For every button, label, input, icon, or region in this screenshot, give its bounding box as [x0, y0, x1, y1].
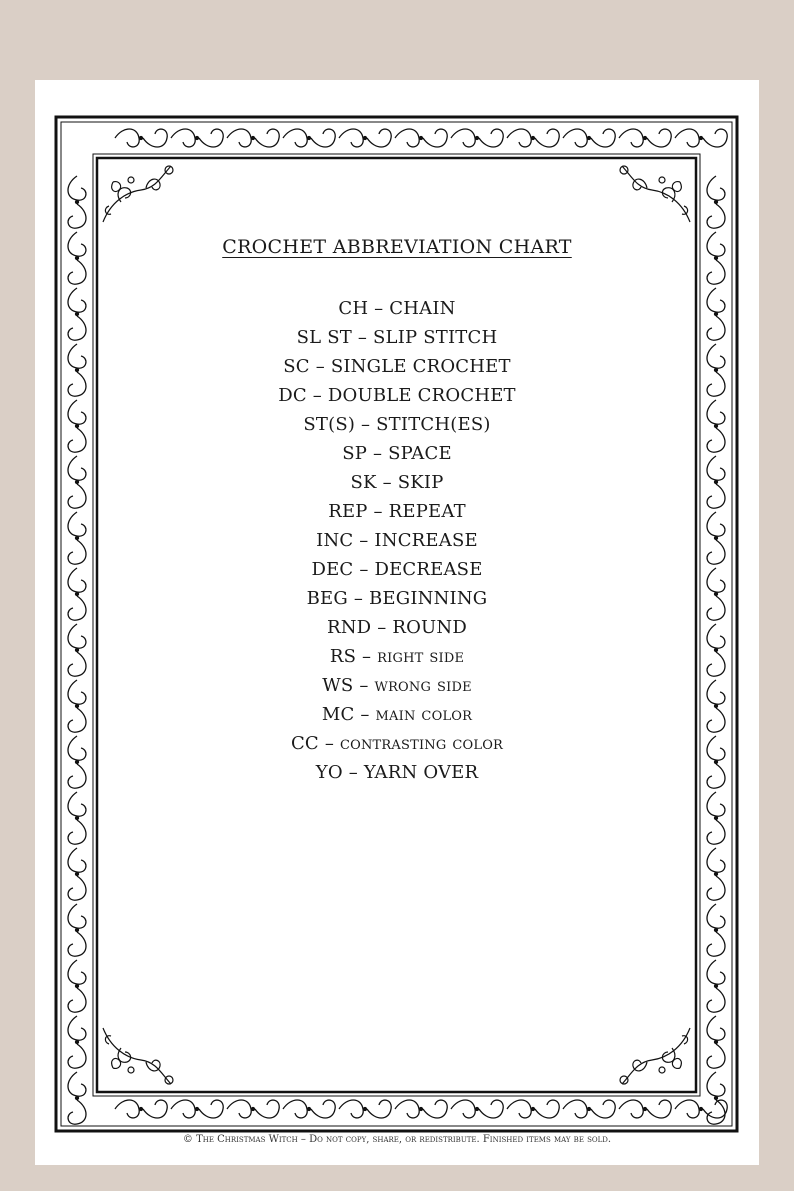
scroll-swirl	[68, 848, 86, 872]
scroll-swirl	[675, 1100, 699, 1118]
floral-corner-icon	[620, 166, 690, 222]
scroll-swirl	[115, 1100, 139, 1118]
scroll-swirl	[115, 129, 139, 147]
abbreviation-item: RND – ROUND	[326, 617, 468, 638]
scroll-swirl	[707, 904, 725, 928]
scroll-dot	[532, 137, 535, 140]
abbreviation-item: SK – SKIP	[350, 472, 444, 493]
scroll-swirl	[68, 932, 86, 956]
scroll-swirl	[339, 1100, 363, 1118]
abbreviation-item: ST(S) – STITCH(ES)	[303, 414, 491, 435]
abbreviation-item: SC – SINGLE CROCHET	[283, 356, 511, 377]
scroll-dot	[76, 201, 79, 204]
scroll-dot	[76, 1041, 79, 1044]
scroll-swirl	[68, 1016, 86, 1040]
scroll-dot	[76, 817, 79, 820]
scroll-dot	[644, 137, 647, 140]
scroll-dot	[700, 1108, 703, 1111]
scroll-swirl	[423, 129, 447, 147]
scroll-swirl	[68, 988, 86, 1012]
scroll-dot	[76, 985, 79, 988]
scroll-swirl	[707, 1044, 725, 1068]
page-title-text: CROCHET ABBREVIATION CHART	[222, 236, 572, 258]
scroll-dot	[252, 1108, 255, 1111]
scroll-swirl	[227, 1100, 251, 1118]
scroll-swirl	[479, 129, 503, 147]
scroll-swirl	[707, 820, 725, 844]
copyright-footer: © The Christmas Witch – Do not copy, share, or redistribute. Finished items may be sold.	[182, 1134, 612, 1145]
scroll-swirl	[68, 792, 86, 816]
scroll-swirl	[647, 129, 671, 147]
scroll-swirl	[68, 1100, 86, 1124]
scroll-swirl	[68, 1044, 86, 1068]
scroll-swirl	[535, 129, 559, 147]
abbreviation-item: CH – CHAIN	[338, 298, 456, 319]
scroll-swirl	[619, 1100, 643, 1118]
scroll-swirl	[707, 988, 725, 1012]
scroll-dot	[196, 1108, 199, 1111]
abbreviation-item: RS – right side	[329, 646, 465, 667]
abbreviation-item: DC – DOUBLE CROCHET	[278, 385, 516, 406]
abbreviation-item: DEC – DECREASE	[311, 559, 483, 580]
scroll-swirl	[283, 129, 307, 147]
scroll-dot	[364, 1108, 367, 1111]
scroll-swirl	[703, 129, 727, 147]
scroll-dot	[715, 985, 718, 988]
scroll-dot	[715, 873, 718, 876]
abbreviation-item: INC – INCREASE	[316, 530, 478, 551]
scroll-swirl	[423, 1100, 447, 1118]
abbreviation-item: BEG – BEGINNING	[306, 588, 488, 609]
scroll-swirl	[311, 1100, 335, 1118]
scroll-dot	[588, 137, 591, 140]
floral-corner-icon	[103, 166, 173, 222]
scroll-swirl	[507, 1100, 531, 1118]
scroll-dot	[308, 1108, 311, 1111]
scroll-swirl	[675, 129, 699, 147]
scroll-swirl	[171, 1100, 195, 1118]
scroll-dot	[76, 929, 79, 932]
scroll-swirl	[68, 176, 86, 200]
scroll-dot	[715, 817, 718, 820]
scroll-swirl	[395, 129, 419, 147]
scroll-swirl	[339, 129, 363, 147]
scroll-dot	[532, 1108, 535, 1111]
scroll-swirl	[199, 1100, 223, 1118]
scroll-swirl	[199, 129, 223, 147]
scroll-swirl	[171, 129, 195, 147]
scroll-dot	[140, 1108, 143, 1111]
scroll-swirl	[707, 176, 725, 200]
scroll-swirl	[311, 129, 335, 147]
scroll-swirl	[707, 1016, 725, 1040]
scroll-swirl	[591, 1100, 615, 1118]
abbreviation-item: YO – YARN OVER	[315, 762, 479, 783]
scroll-swirl	[68, 820, 86, 844]
abbreviation-item: SL ST – SLIP STITCH	[296, 327, 498, 348]
scroll-swirl	[647, 1100, 671, 1118]
scroll-swirl	[563, 1100, 587, 1118]
scroll-swirl	[68, 260, 86, 284]
scroll-swirl	[367, 1100, 391, 1118]
scroll-swirl	[707, 204, 725, 228]
scroll-swirl	[255, 129, 279, 147]
scroll-swirl	[707, 848, 725, 872]
abbreviation-item: CC – contrasting color	[290, 733, 504, 754]
scroll-dot	[715, 1041, 718, 1044]
scroll-swirl	[707, 876, 725, 900]
scroll-swirl	[507, 129, 531, 147]
scroll-dot	[364, 137, 367, 140]
scroll-dot	[715, 1097, 718, 1100]
scroll-swirl	[535, 1100, 559, 1118]
scroll-dot	[308, 137, 311, 140]
abbreviation-item: REP – REPEAT	[328, 501, 466, 522]
abbreviation-item: SP – SPACE	[342, 443, 452, 464]
scroll-dot	[715, 929, 718, 932]
scroll-dot	[140, 137, 143, 140]
scroll-dot	[420, 1108, 423, 1111]
scroll-dot	[76, 1097, 79, 1100]
abbreviation-item: MC – main color	[321, 704, 473, 725]
scroll-swirl	[591, 129, 615, 147]
scroll-swirl	[367, 129, 391, 147]
scroll-swirl	[68, 204, 86, 228]
scroll-dot	[644, 1108, 647, 1111]
scroll-swirl	[68, 1072, 86, 1096]
scroll-swirl	[707, 932, 725, 956]
scroll-swirl	[563, 129, 587, 147]
scroll-swirl	[451, 1100, 475, 1118]
scroll-swirl	[255, 1100, 279, 1118]
page-title	[35, 236, 759, 258]
scroll-dot	[476, 137, 479, 140]
scroll-dot	[588, 1108, 591, 1111]
scroll-dot	[700, 137, 703, 140]
scroll-swirl	[68, 904, 86, 928]
scroll-swirl	[707, 260, 725, 284]
scroll-dot	[252, 137, 255, 140]
document-page	[35, 80, 759, 1165]
scroll-swirl	[68, 876, 86, 900]
scroll-swirl	[707, 1072, 725, 1096]
scroll-swirl	[283, 1100, 307, 1118]
floral-corner-icon	[103, 1028, 173, 1084]
abbreviation-item: WS – wrong side	[322, 675, 472, 696]
scroll-swirl	[479, 1100, 503, 1118]
scroll-swirl	[68, 960, 86, 984]
scroll-swirl	[451, 129, 475, 147]
abbreviation-list	[35, 294, 759, 787]
floral-corner-icon	[620, 1028, 690, 1084]
scroll-swirl	[143, 129, 167, 147]
scroll-dot	[196, 137, 199, 140]
scroll-swirl	[707, 792, 725, 816]
scroll-dot	[715, 201, 718, 204]
scroll-dot	[420, 137, 423, 140]
scroll-swirl	[395, 1100, 419, 1118]
scroll-dot	[76, 873, 79, 876]
scroll-swirl	[227, 129, 251, 147]
scroll-dot	[476, 1108, 479, 1111]
scroll-swirl	[707, 960, 725, 984]
scroll-swirl	[619, 129, 643, 147]
scroll-swirl	[143, 1100, 167, 1118]
